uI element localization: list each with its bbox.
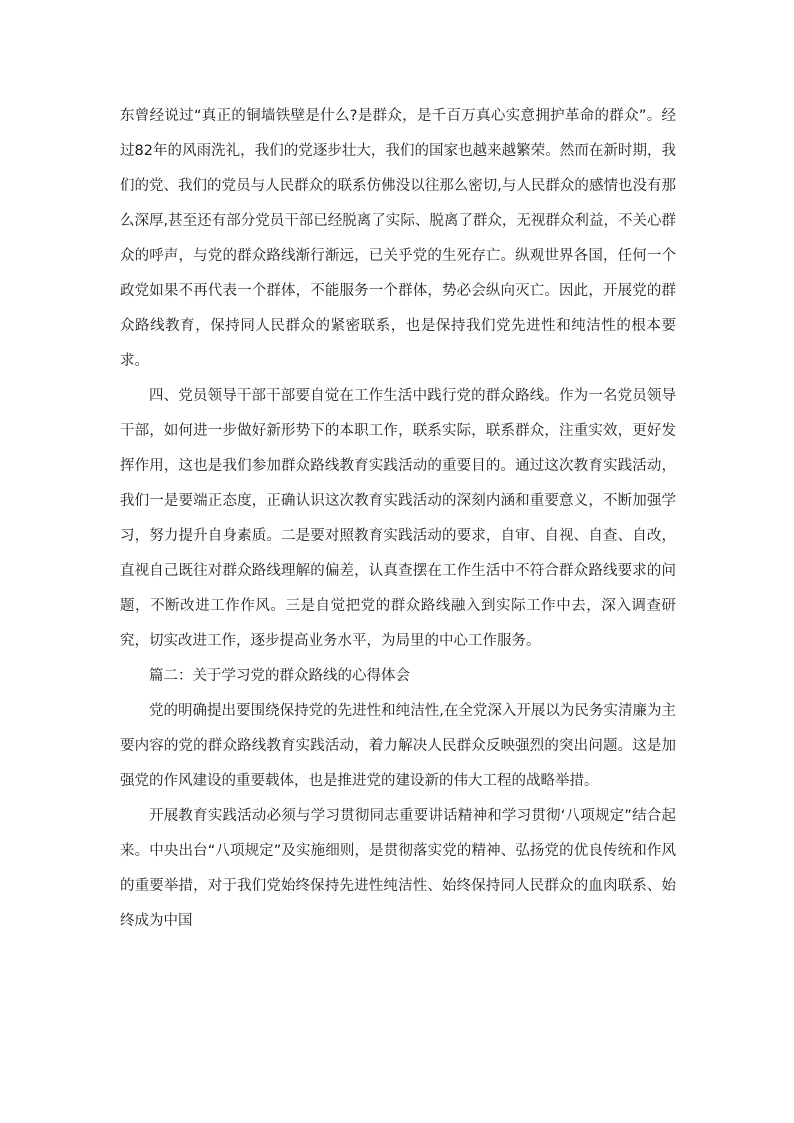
paragraph-4: 开展教育实践活动必须与学习贯彻同志重要讲话精神和学习贯彻‘八项规定”结合起来。中央出台“八项规定”及实施细则，是贯彻落实党的精神、弘扬党的优良传统和作风的重要举措，对于我们党始终保持先进性纯洁性、始终保持同人民群众的血肉联系、始终成为中国 [120,808,676,929]
paragraph-3: 党的明确提出要围绕保持党的先进性和纯洁性,在全党深入开展以为民务实清廉为主要内容的党的群众路线教育实践活动，着力解决人民群众反映强烈的突出问题。这是加强党的作风建设的重要载体，也是推进党的建设新的伟大工程的战略举措。 [120,703,676,789]
document-body [120,99,676,939]
paragraph-2: 四、党员领导干部干部要自觉在工作生活中践行党的群众路线。作为一名党员领导干部，如何进一步做好新形势下的本职工作，联系实际，联系群众，注重实效，更好发挥作用，这也是我们参加群众路线教育实践活动的重要目的。通过这次教育实践活动，我们一是要端正态度，正确认识这次教育实践活动的深刻内涵和重要意义，不断加强学习，努力提升自身素质。二是要对照教育实践活动的要求，自审、自视、自查、自改，直视自己既往对群众路线理解的偏差，认真查摆在工作生活中不符合群众路线要求的问题，不断改进工作作风。三是自觉把党的群众路线融入到实际工作中去，深入调查研究，切实改进工作，逐步提高业务水平，为局里的中心工作服务。 [120,388,676,649]
section-heading: 篇二：关于学习党的群众路线的心得体会 [149,668,410,684]
paragraph-1: 东曾经说过“真正的铜墙铁壁是什么?是群众，是千百万真心实意拥护革命的群众”。经过82年的风雨洗礼，我们的党逐步壮大，我们的国家也越来越繁荣。然而在新时期，我们的党、我们的党员与人民群众的联系仿佛没以往那么密切,与人民群众的感情也没有那么深厚,甚至还有部分党员干部已经脱离了实际、脱离了群众，无视群众利益，不关心群众的呼声，与党的群众路线渐行渐远，已关乎党的生死存亡。纵观世界各国，任何一个政党如果不再代表一个群体，不能服务一个群体，势必会纵向灭亡。因此，开展党的群众路线教育，保持同人民群众的紧密联系，也是保持我们党先进性和纯洁性的根本要求。 [120,108,676,369]
